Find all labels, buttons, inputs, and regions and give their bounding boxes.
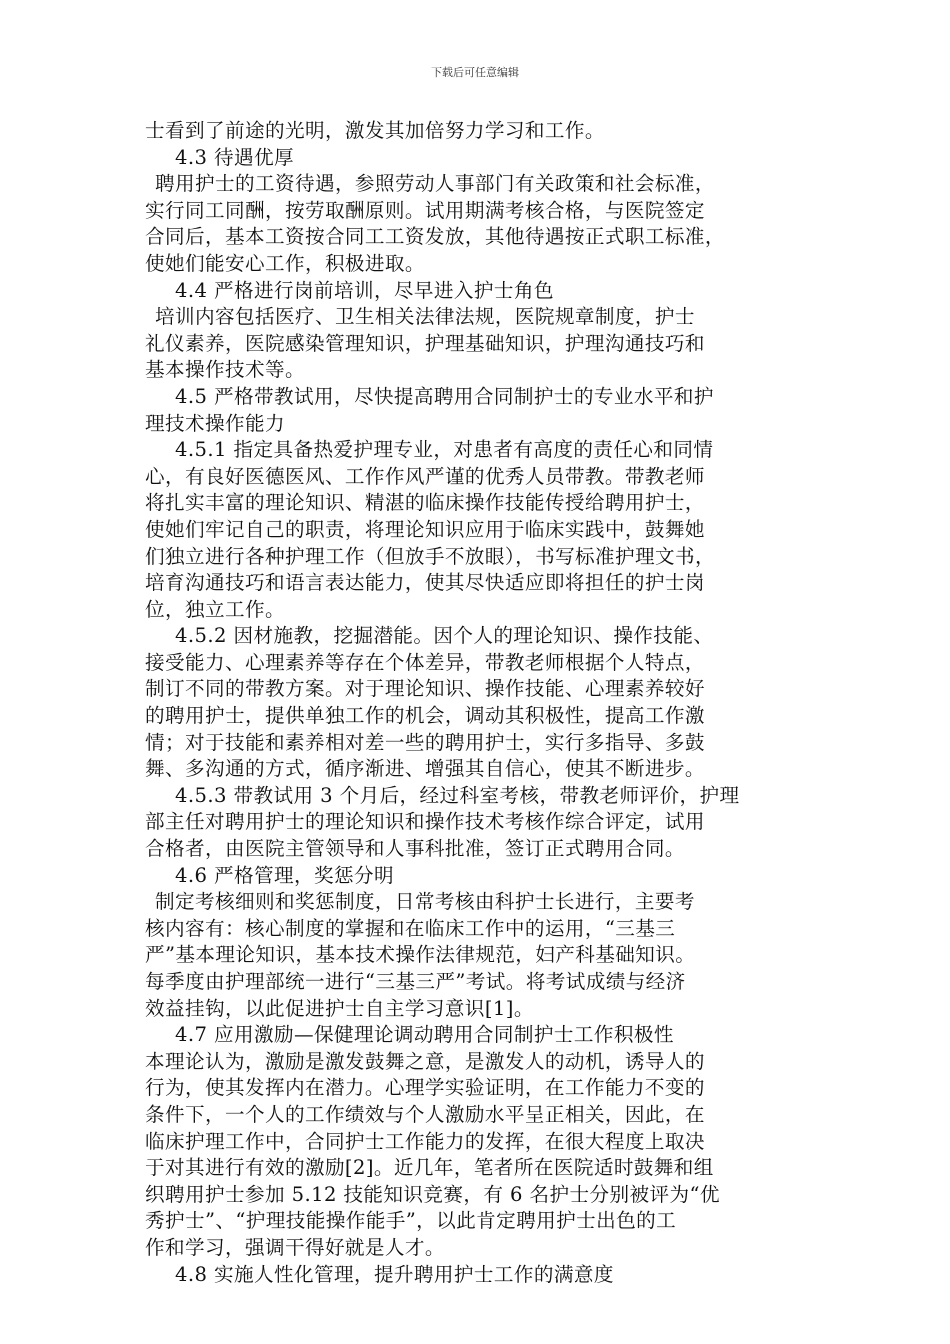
text-line: 4.3 待遇优厚: [175, 145, 294, 169]
text-line: 4.6 严格管理，奖惩分明: [175, 863, 394, 887]
text-line: 们独立进行各种护理工作（但放手不放眼），书写标准护理文书，: [145, 544, 716, 568]
text-line: 实行同工同酬，按劳取酬原则。试用期满考核合格，与医院签定: [145, 198, 705, 222]
text-line: 每季度由护理部统一进行“三基三严”考试。将考试成绩与经济: [145, 970, 686, 993]
text-line: 使她们牢记自己的职责，将理论知识应用于临床实践中，鼓舞她: [145, 517, 705, 541]
text-line: 核内容有：核心制度的掌握和在临床工作中的运用，“三基三: [145, 916, 676, 940]
text-line: 的聘用护士，提供单独工作的机会，调动其积极性，提高工作激: [145, 704, 705, 728]
text-line: 4.7 应用激励—保健理论调动聘用合同制护士工作积极性: [175, 1023, 674, 1047]
text-line: 使她们能安心工作，积极进取。: [145, 251, 425, 275]
text-line: 临床护理工作中，合同护士工作能力的发挥，在很大程度上取决: [145, 1129, 705, 1153]
text-line: 情；对于技能和素养相对差一些的聘用护士，实行多指导、多鼓: [145, 730, 705, 754]
document-body: [145, 118, 805, 1288]
page-header-note: 下载后可任意编辑: [431, 66, 519, 79]
text-line: 4.8 实施人性化管理，提升聘用护士工作的满意度: [175, 1262, 614, 1286]
text-line: 心，有良好医德医风、工作作风严谨的优秀人员带教。带教老师: [145, 464, 705, 488]
text-line: 织聘用护士参加 5.12 技能知识竞赛，有 6 名护士分别被评为“优: [145, 1182, 720, 1206]
text-line: 合同后，基本工资按合同工工资发放，其他待遇按正式职工标准，: [145, 225, 725, 249]
text-line: 于对其进行有效的激励[2]。近几年，笔者所在医院适时鼓舞和组: [145, 1156, 714, 1180]
text-line: 行为，使其发挥内在潜力。心理学实验证明，在工作能力不变的: [145, 1076, 705, 1100]
text-line: 制定考核细则和奖惩制度，日常考核由科护士长进行，主要考: [155, 890, 695, 914]
text-line: 接受能力、心理素养等存在个体差异，带教老师根据个人特点，: [145, 650, 705, 674]
text-line: 4.5 严格带教试用，尽快提高聘用合同制护士的专业水平和护: [175, 384, 714, 408]
text-line: 秀护士”、“护理技能操作能手”，以此肯定聘用护士出色的工: [145, 1209, 677, 1233]
text-line: 合格者，由医院主管领导和人事科批准，签订正式聘用合同。: [145, 837, 685, 861]
text-line: 舞、多沟通的方式，循序渐进、增强其自信心，使其不断进步。: [145, 757, 705, 781]
text-line: 4.5.3 带教试用 3 个月后，经过科室考核，带教老师评价，护理: [175, 783, 740, 807]
text-line: 4.4 严格进行岗前培训，尽早进入护士角色: [175, 278, 554, 302]
text-line: 将扎实丰富的理论知识、精湛的临床操作技能传授给聘用护士，: [145, 491, 705, 515]
text-line: 本理论认为，激励是激发鼓舞之意，是激发人的动机，诱导人的: [145, 1049, 705, 1073]
text-line: 理技术操作能力: [145, 411, 285, 435]
text-line: 部主任对聘用护士的理论知识和操作技术考核作综合评定，试用: [145, 810, 705, 834]
text-line: 制订不同的带教方案。对于理论知识、操作技能、心理素养较好: [145, 677, 705, 701]
text-line: 礼仪素养，医院感染管理知识，护理基础知识，护理沟通技巧和: [145, 331, 705, 355]
text-line: 4.5.2 因材施教，挖掘潜能。因个人的理论知识、操作技能、: [175, 624, 714, 648]
text-line: 效益挂钩，以此促进护士自主学习意识[1]。: [145, 996, 534, 1020]
text-line: 培训内容包括医疗、卫生相关法律法规，医院规章制度，护士: [155, 305, 695, 329]
text-line: 严”基本理论知识，基本技术操作法律规范，妇产科基础知识。: [145, 943, 696, 967]
text-line: 培育沟通技巧和语言表达能力，使其尽快适应即将担任的护士岗: [145, 571, 705, 595]
text-line: 基本操作技术等。: [145, 358, 305, 382]
text-line: 条件下，一个人的工作绩效与个人激励水平呈正相关，因此，在: [145, 1102, 705, 1126]
text-line: 聘用护士的工资待遇，参照劳动人事部门有关政策和社会标准，: [155, 172, 715, 196]
text-line: 士看到了前途的光明，激发其加倍努力学习和工作。: [145, 119, 605, 142]
text-line: 4.5.1 指定具备热爱护理专业，对患者有高度的责任心和同情: [175, 438, 714, 462]
text-line: 位，独立工作。: [145, 597, 285, 621]
text-line: 作和学习，强调干得好就是人才。: [145, 1235, 445, 1259]
